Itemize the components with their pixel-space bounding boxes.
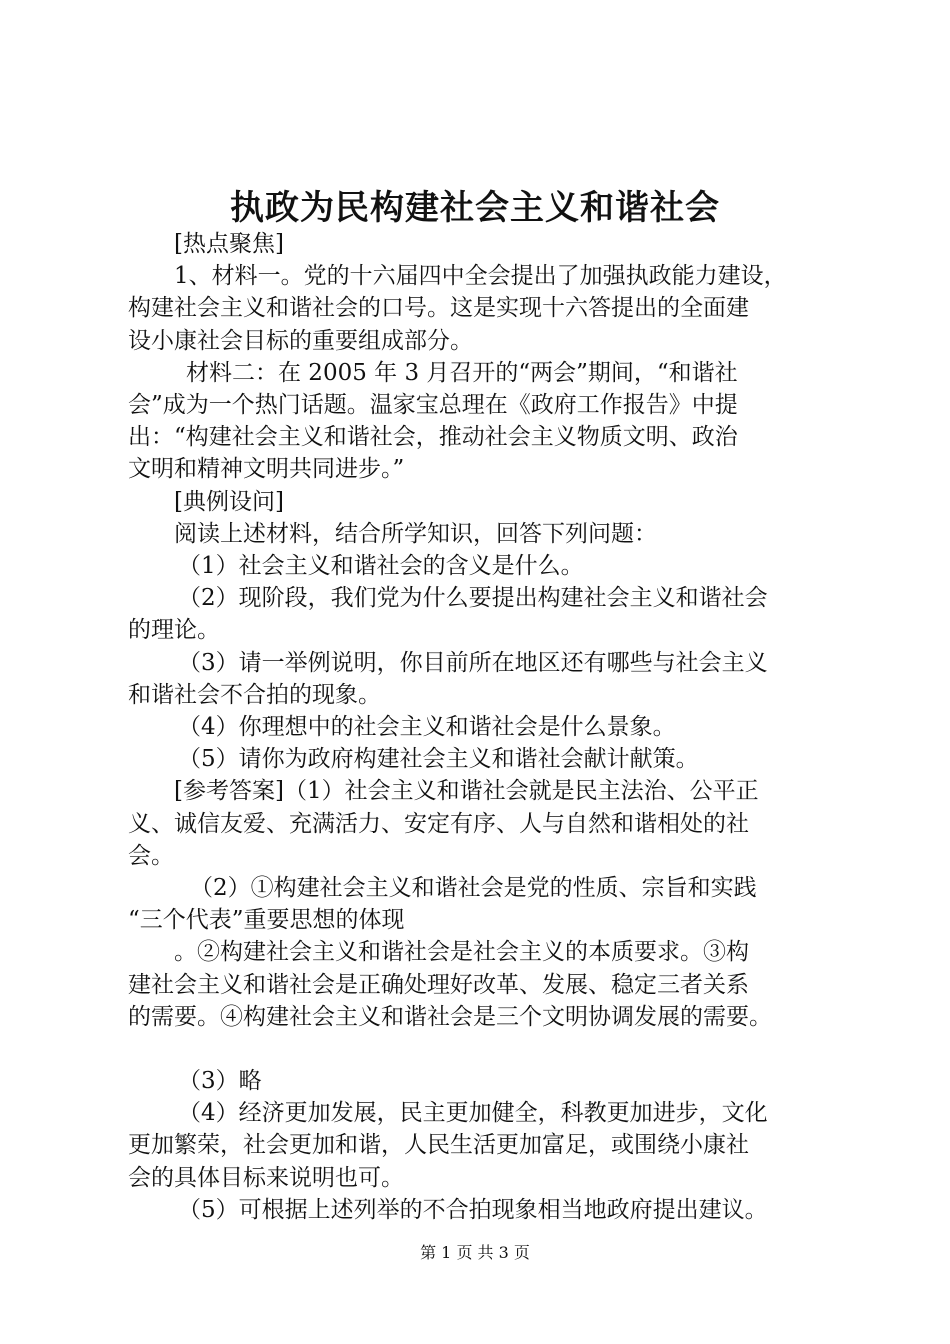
paragraph-line: 材料二：在 2005 年 3 月召开的“两会”期间，“和谐社 <box>186 359 738 386</box>
answer-line: （5）可根据上述列举的不合拍现象相当地政府提出建议。 <box>178 1196 768 1223</box>
answer-line: 会的具体目标来说明也可。 <box>128 1164 404 1191</box>
document-body <box>128 228 838 1226</box>
answer-line: 的需要。④构建社会主义和谐社会是三个文明协调发展的需要。 <box>128 1003 772 1030</box>
section-heading-questions: [典例设问] <box>174 488 284 515</box>
question-line: （5）请你为政府构建社会主义和谐社会献计献策。 <box>178 746 699 773</box>
answer-line: （3）略 <box>178 1068 262 1095</box>
question-line: （2）现阶段，我们党为什么要提出构建社会主义和谐社会 <box>178 585 768 612</box>
answer-line: [参考答案]（1）社会主义和谐社会就是民主法治、公平正 <box>174 778 759 805</box>
answer-line: 义、诚信友爱、充满活力、安定有序、人与自然和谐相处的社 <box>128 810 749 837</box>
answer-line: 更加繁荣，社会更加和谐，人民生活更加富足，或围绕小康社 <box>128 1132 749 1159</box>
paragraph-line: 设小康社会目标的重要组成部分。 <box>128 327 473 354</box>
answer-line: “三个代表”重要思想的体现 <box>128 907 405 934</box>
answer-line: 。②构建社会主义和谐社会是社会主义的本质要求。③构 <box>174 939 749 966</box>
paragraph-line: 文明和精神文明共同进步。” <box>128 456 405 483</box>
answer-line: （2）①构建社会主义和谐社会是党的性质、宗旨和实践 <box>190 875 757 902</box>
answer-line: （4）经济更加发展，民主更加健全，科教更加进步，文化 <box>178 1100 768 1127</box>
question-line: 和谐社会不合拍的现象。 <box>128 681 381 708</box>
paragraph-line: 阅读上述材料，结合所学知识，回答下列问题： <box>174 520 657 547</box>
question-line: 的理论。 <box>128 617 220 644</box>
question-line: （4）你理想中的社会主义和谐社会是什么景象。 <box>178 714 676 741</box>
paragraph-line: 构建社会主义和谐社会的口号。这是实现十六答提出的全面建 <box>128 295 749 322</box>
page-number-footer: 第 1 页 共 3 页 <box>420 1243 530 1262</box>
paragraph-line: 会”成为一个热门话题。温家宝总理在《政府工作报告》中提 <box>128 392 738 419</box>
question-line: （3）请一举例说明，你目前所在地区还有哪些与社会主义 <box>178 649 768 676</box>
section-heading-hot-topics: [热点聚焦] <box>174 231 284 257</box>
answer-line: 会。 <box>128 842 174 869</box>
paragraph-line: 出：“构建社会主义和谐社会，推动社会主义物质文明、政治 <box>128 424 738 451</box>
question-line: （1）社会主义和谐社会的含义是什么。 <box>178 553 584 580</box>
answer-line: 建社会主义和谐社会是正确处理好改革、发展、稳定三者关系 <box>128 971 749 998</box>
paragraph-line: 1、材料一。党的十六届四中全会提出了加强执政能力建设， <box>174 263 787 290</box>
blank-line <box>128 1033 838 1065</box>
document-title: 执政为民构建社会主义和谐社会 <box>230 188 720 228</box>
